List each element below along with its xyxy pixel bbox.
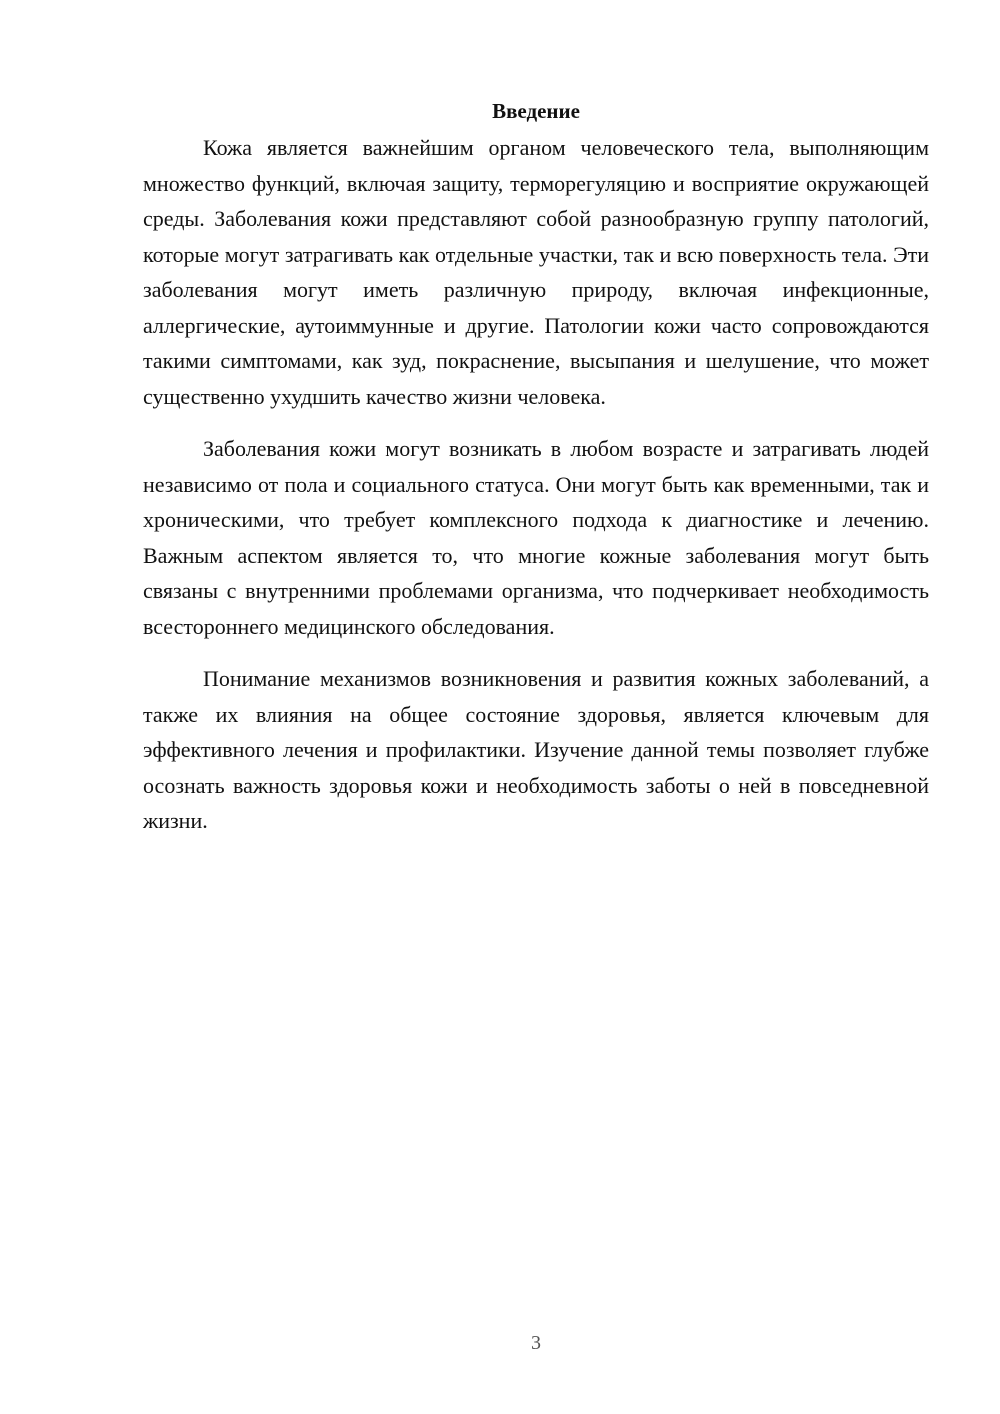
- paragraph-1: Кожа является важнейшим органом человеческого тела, выполняющим множество функций, включая защиту, терморегуляцию и восприятие окружающей среды. Заболевания кожи представляют собой разнообразную группу патологий, которые могут затрагивать как отдельные участки, так и всю поверхность тела. Эти заболевания могут иметь различную природу, включая инфекционные, аллергические, аутоиммунные и другие. Патологии кожи часто сопровождаются такими симптомами, как зуд, покраснение, высыпания и шелушение, что может существенно ухудшить качество жизни человека.: [143, 135, 929, 409]
- paragraph-3: Понимание механизмов возникновения и развития кожных заболеваний, а также их влияния на общее состояние здоровья, является ключевым для эффективного лечения и профилактики. Изучение данной темы позволяет глубже осознать важность здоровья кожи и необходимость заботы о ней в повседневной жизни.: [143, 666, 929, 833]
- page-number: 3: [531, 1332, 541, 1354]
- page-content: [143, 96, 929, 856]
- section-title: Введение: [492, 99, 580, 123]
- paragraph-2: Заболевания кожи могут возникать в любом возрасте и затрагивать людей независимо от пола и социального статуса. Они могут быть как временными, так и хроническими, что требует комплексного подхода к диагностике и лечению. Важным аспектом является то, что многие кожные заболевания могут быть связаны с внутренними проблемами организма, что подчеркивает необходимость всестороннего медицинского обследования.: [143, 436, 929, 639]
